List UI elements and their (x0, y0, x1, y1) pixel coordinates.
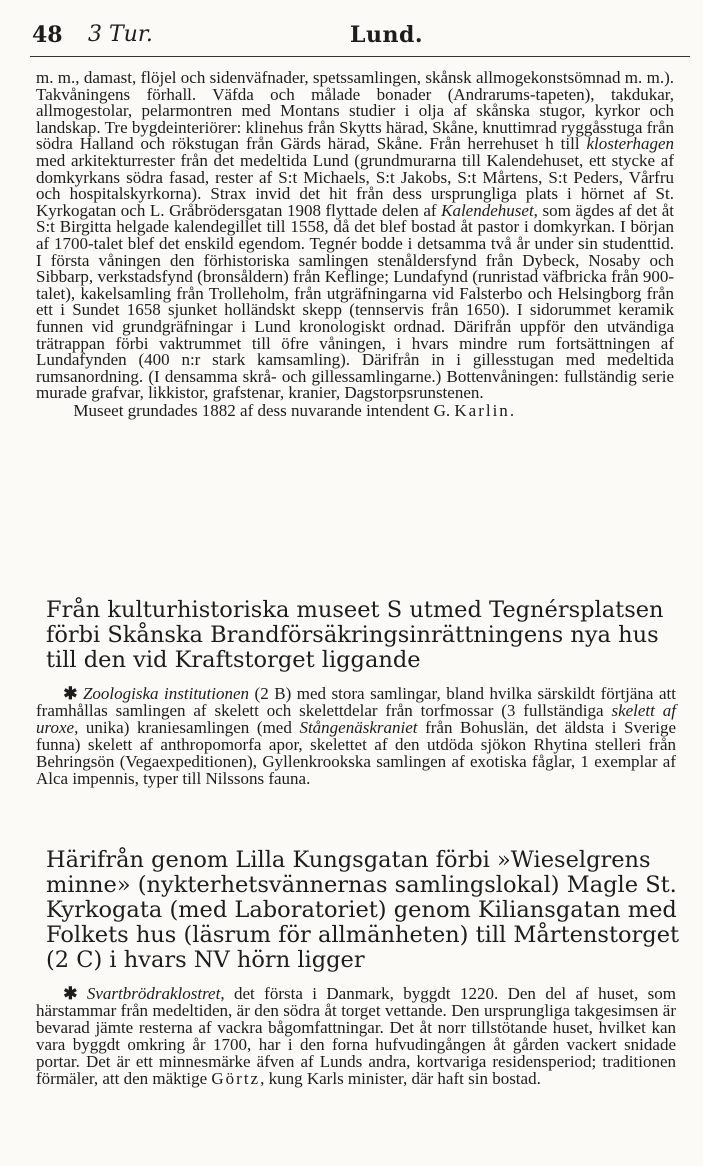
page-number: 48 (32, 22, 63, 48)
city-title: Lund. (350, 22, 424, 48)
spaced-name: Karlin (454, 400, 510, 420)
text-run: , som ägdes af det åt S:t Birgitta helgade kalendegillet till 1558, då det blef bostad åt pastor i domkyrkan. I början af 1700-talet blef det enskild egendom. Tegnér bodde i detsamma två år under sin studenttid. I första våningen den förhistoriska samlingen stenåldersfynd från Dybeck, Nosaby och Sibbarp, verkstadsfynd (bronsåldern) från Keflinge; Lundafynd (runristad väfbricka från 900-talet), kakelsamling från Trolleholm, från utgräfningarna vid Falsterbo och Helsingborg från ett i Sundet 1658 sjunket holländskt skepp (tennservis från 1650). I sidorummet keramik funnen vid grundgräfningar i Lund kronologiskt ordnad. Därifrån uppför den utvändiga trätrappan förbi vaktrummet till öfre våningen, i hvars mindre rum fortsättningen af Lundafynden (400 n:r stark kamsamling). Därifrån in i gillesstugan med medeltida rumsanordning. (I densamma skrå- och gillessamlingarne.) Bottenvåningen: fullständig serie murade grafvar, likkistor, grafstenar, kranier, Dagstorpsrunstenen. (36, 200, 674, 403)
entry-svartbrodraklostret (36, 985, 676, 1087)
entry-title: Zoologiska institutionen (82, 684, 250, 703)
text-run: , unika) kraniesamlingen (med (74, 718, 300, 737)
star-icon: ✱ (63, 684, 78, 703)
italic-term: Stångenäskraniet (299, 718, 418, 737)
text-run: med arkitekturrester från det medeltida Lund (grundmurarna till Kalendehuset, ett stycke af domkyrkans södra fasad, rester af S:t Michaels, S:t Jakobs, S:t Mårtens, S:t Peders, Vårfru och hospitalskyrkorna). Strax invid det hit från dess ursprungliga plats i hörnet af St. Kyrkogatan och L. Gråbrödersgatan 1908 flyttade delen af (36, 150, 674, 220)
running-header (30, 22, 690, 57)
star-icon: ✱ (63, 984, 78, 1003)
text-run: . (509, 400, 515, 420)
text-run: , kung Karls minister, där haft sin bostad. (260, 1069, 541, 1088)
italic-term: klosterhagen (586, 134, 674, 154)
text-run: , det första i Danmark, byggdt 1220. Den del af huset, som härstammar från medeltiden, är den södra åt torget vettande. Den ursprungliga takgesimsen är bevarad jämte resterna af vackra bågomfattningar. Det åt norr tillstötande huset, hvilket kan vara byggdt omkring år 1700, har i den forna hufvudingången åt gården vackert snidade portar. Det är ett minnesmärke äfven af Lunds andra, kortvariga residensperiod; traditionen förmäler, att den mäktige (36, 984, 676, 1088)
museum-description (36, 70, 674, 419)
text-run: m. m., damast, flöjel och sidenväfnader, spetssamlingen, skånsk allmogekonstsömnad m. m.). Takvåningens förhall. Väfda och målade bonader (Andrarums-tapeten), takdukar, allmogestolar, pelarmontren med Montans studier i olja af skånska stugor, kyrkor och landskap. Tre bygdeinteriörer: klinehus från Skytts härad, Skåne, knuttimrad ryggåsstuga från södra Halland och rökstugan från Gärds härad, Skåne. Från herrehuset h till (36, 68, 674, 154)
entry-paragraph (36, 985, 676, 1087)
entry-paragraph (36, 685, 676, 787)
museum-paragraph (36, 70, 674, 402)
route-heading-2: Härifrån genom Lilla Kungsgatan förbi »Wieselgrens minne» (nykterhetsvännernas samlingslokal) Magle St. Kyrkogata (med Laboratoriet) genom Kiliansgatan med Folkets hus (läsrum för allmänheten) till Mårtenstorget (2 C) i hvars NV hörn ligger (46, 847, 680, 973)
museum-founded (36, 400, 674, 420)
italic-term: skelett af uroxe (36, 701, 676, 737)
text-run: från Bohuslän, det äldsta i Sverige funna) skelett af anthropomorfa apor, skelettet af den utdöda sjökon Rhytina stelleri från Behringsön (Vegaexpeditionen), Gyllenkrookska samlingen af exotiska fåglar, 1 exemplar af Alca impennis, typer till Nilssons fauna. (36, 718, 676, 788)
entry-zoologiska (36, 685, 676, 787)
text-run: (2 B) med stora samlingar, bland hvilka särskildt förtjäna att framhållas samlingen af skelett och skelettdelar från torfmossar (3 fullständiga (36, 684, 676, 720)
text-run: Museet grundades 1882 af dess nuvarande intendent G. (73, 400, 455, 420)
spaced-name: Görtz (211, 1069, 261, 1088)
entry-title: Svartbrödraklostret (86, 984, 221, 1003)
route-heading-1: Från kulturhistoriska museet S utmed Tegnérsplatsen förbi Skånska Brandförsäkringsinrättningens nya hus till den vid Kraftstorget liggande (46, 597, 664, 673)
italic-term: Kalendehuset (441, 200, 534, 220)
route-label: 3 Tur. (88, 22, 153, 47)
